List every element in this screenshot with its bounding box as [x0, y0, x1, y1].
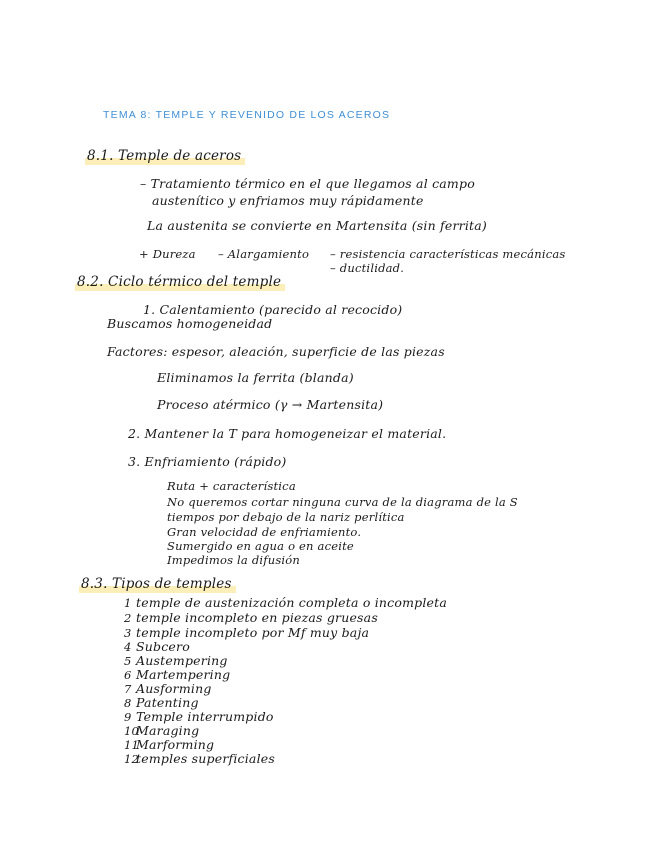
s81-minus-ductilidad: – ductilidad. — [330, 261, 405, 275]
s82-proceso: Proceso atérmico (γ → Martensita) — [157, 397, 384, 412]
list-item: 7 Ausforming — [124, 681, 212, 696]
s82-step-3: 3. Enfriamiento (rápido) — [128, 454, 287, 469]
list-item: 3 temple incompleto por Mf muy baja — [124, 625, 370, 640]
s81-line-1: – Tratamiento térmico en el que llegamos al campo — [140, 176, 475, 191]
s82-buscamos: Buscamos homogeneidad — [107, 316, 273, 331]
s82-eliminamos: Eliminamos la ferrita (blanda) — [157, 370, 354, 385]
s82-factores: Factores: espesor, aleación, superficie de las piezas — [107, 344, 445, 359]
s81-minus-alargamiento: – Alargamiento — [218, 247, 310, 261]
s82-sub-item: No queremos cortar ninguna curva de la diagrama de la S — [167, 495, 518, 509]
section-8-2-heading: 8.2. Ciclo térmico del temple — [75, 276, 285, 290]
s82-sub-item: tiempos por debajo de la nariz perlítica — [167, 510, 405, 524]
s82-sub-item: Sumergido en agua o en aceite — [167, 539, 354, 553]
list-item: 2 temple incompleto en piezas gruesas — [124, 610, 378, 625]
s82-sub-item: Ruta + característica — [167, 479, 296, 493]
s81-minus-resistencia: – resistencia características mecánicas — [330, 247, 566, 261]
list-item: 4 Subcero — [124, 639, 190, 654]
s82-step-2: 2. Mantener la T para homogeneizar el material. — [128, 426, 447, 441]
list-item: 11Marforming — [124, 737, 215, 752]
list-item: 5 Austempering — [124, 653, 228, 668]
list-item: 6 Martempering — [124, 667, 231, 682]
s81-line-2: austenítico y enfriamos muy rápidamente — [152, 193, 424, 208]
s82-sub-item: Gran velocidad de enfriamiento. — [167, 525, 362, 539]
section-8-3-heading: 8.3. Tipos de temples — [79, 578, 236, 592]
list-item: 1 temple de austenización completa o incompleta — [124, 595, 448, 610]
s82-sub-item: Impedimos la difusión — [167, 553, 301, 567]
list-item: 12temples superficiales — [124, 751, 275, 766]
s81-line-3: La austenita se convierte en Martensita (sin ferrita) — [147, 218, 487, 233]
s81-plus-dureza: + Dureza — [139, 247, 196, 261]
list-item: 10Maraging — [124, 723, 200, 738]
list-item: 8 Patenting — [124, 695, 199, 710]
section-8-1-heading: 8.1. Temple de aceros — [85, 150, 245, 164]
list-item: 9 Temple interrumpido — [124, 709, 274, 724]
page-title: TEMA 8: TEMPLE Y REVENIDO DE LOS ACEROS — [103, 109, 391, 121]
s82-step-1: 1. Calentamiento (parecido al recocido) — [143, 302, 403, 317]
